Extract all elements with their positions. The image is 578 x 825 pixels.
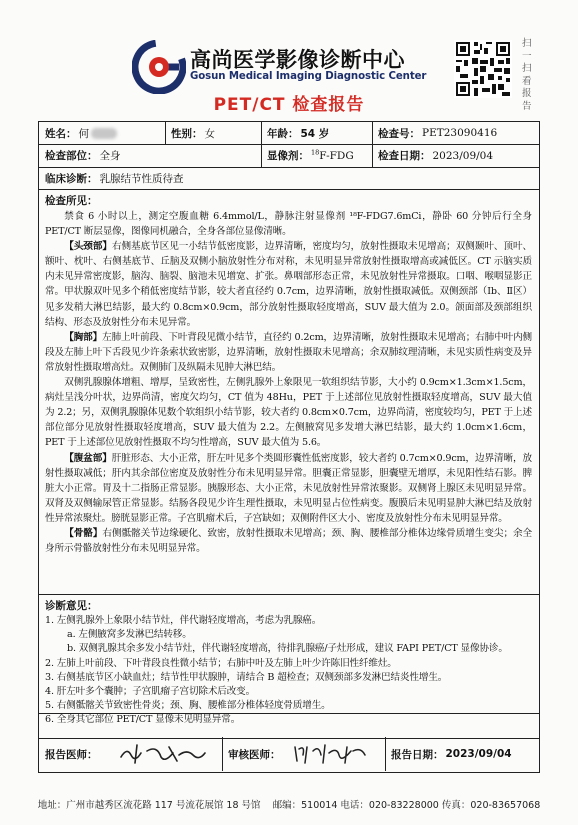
- agent-label: 显像剂：: [267, 150, 309, 162]
- clinical-label: 临床诊断：: [45, 172, 98, 185]
- diagnosis-item: 6. 全身其它部位 PET/CT 显像未见明显异常。: [45, 714, 241, 726]
- reviewer-signature: [291, 741, 371, 767]
- patient-name-cell: [45, 122, 117, 144]
- sex-label: 性别：: [171, 127, 203, 140]
- exam-info-row: [39, 144, 539, 168]
- report-date-value: 2023/09/04: [445, 748, 512, 760]
- footer-phone: 电话：020-83228000: [340, 800, 439, 811]
- report-date-cell: [391, 737, 512, 771]
- chest-tag: 【胸部】: [64, 331, 103, 343]
- agent-isotope-sup: 18: [311, 148, 320, 156]
- diagnosis-item: 3. 右侧基底节区小缺血灶；结节性甲状腺肿，请结合 B 超检查；双侧颈部多发淋巴结炎性增生。: [45, 671, 448, 683]
- diagnosis-item: 1. 左侧乳腺外上象限小结节灶，伴代谢轻度增高，考虑为乳腺癌。: [45, 615, 322, 626]
- exam-date-cell: [378, 144, 493, 167]
- diagnosis-list: [45, 614, 535, 728]
- diagnosis-item: a. 左侧腋窝多发淋巴结转移。: [67, 629, 192, 641]
- sex-value: 女: [204, 127, 215, 140]
- agent-cell: [267, 144, 354, 167]
- age-cell: [267, 122, 329, 144]
- diagnosis-item: 4. 肝左叶多个囊肿；子宫肌瘤子宫切除术后改变。: [45, 686, 256, 698]
- report-date-label: 报告日期：: [391, 748, 444, 761]
- bone-findings: 右侧骶髂关节边缘硬化、致密，放射性摄取未见增高；颈、胸、腰椎部分椎体边缘骨质增生变尖；余全身所示骨骼放射性分布未见明显异常。: [45, 527, 532, 555]
- diagnosis-title: 诊断意见：: [45, 600, 98, 612]
- abdomen-tag: 【腹盆部】: [64, 452, 112, 464]
- footer-fax: 传真：020-83657068: [441, 800, 541, 811]
- hospital-name-en: Gosun Medical Imaging Diagnostic Center: [190, 71, 427, 82]
- report-table: [38, 121, 540, 773]
- scan-to-view-hint: 扫一扫看报告: [522, 38, 532, 112]
- chest-findings-1: 左肺上叶前段、下叶背段见微小结节，直径约 0.2cm，边界清晰，放射性摄取未见增高；右肺中叶内侧段及左肺上叶下舌段见少许条索状致密影，边界清晰，放射性摄取未见增高；余双肺纹理清晰，未见实质性病变及异常放射性摄取增高灶。双侧肺门及纵隔未见肿大淋巴结。: [45, 331, 532, 373]
- abdomen-findings: 肝脏形态、大小正常，肝左叶见多个类圆形囊性低密度影，较大者约 0.7cm×0.9cm，边界清晰，放射性摄取减低；肝内其余部位密度及放射性分布未见明显异常。胆囊正常显影，胆囊壁无增厚，未见阳性结石影。脾脏大小正常。胃及十二指肠正常显影。胰腺形态、大小正常，未见放射性异常浓聚影。双侧肾上腺区未见明显异常。双肾及双侧输尿管正常显影。结肠各段见少许生理性摄取，未见明显占位性病变。腹膜后未见明显肿大淋巴结及放射性异常浓聚灶。膀胱显影正常。子宫肌瘤术后，子宫缺如；双侧附件区大小、密度及放射性分布未见明显异常。: [45, 452, 533, 524]
- qr-code-icon[interactable]: [454, 40, 512, 98]
- age-label: 年龄：: [267, 127, 299, 140]
- signature-row: [39, 737, 539, 771]
- name-label: 姓名：: [45, 127, 77, 140]
- exam-site-cell: [45, 144, 121, 167]
- diagnosis-section: [39, 594, 539, 739]
- redacted-name-mask: [91, 128, 117, 139]
- diagnosis-item: 2. 左肺上叶前段、下叶背段良性微小结节；右肺中叶及左肺上叶少许陈旧性纤维灶。: [45, 657, 397, 669]
- diagnosis-item: b. 双侧乳腺其余多发小结节灶，伴代谢轻度增高，待排乳腺癌/子灶形成，建议 FAPI PET/CT 显像协诊。: [67, 643, 508, 655]
- reporter-cell: [45, 737, 98, 771]
- head-neck-findings: 右侧基底节区见一小结节低密度影，边界清晰，密度均匀，放射性摄取未见增高；双侧颞叶、顶叶、额叶、枕叶、右侧基底节、丘脑及双侧小脑放射性分布对称，未见明显异常放射性摄取增高或减低区。CT 示脑实质内未见异常密度影，脑沟、脑裂、脑池未见增宽、扩张。鼻咽部形态正常，未见放射性异常摄取。口咽、喉咽显影正常。甲状腺双叶见多个稍低密度结节影，较大者直径约 0.7cm，边界清晰，放射性摄取减低。双侧颈部（Ⅰb、Ⅱ区）见多发稍大淋巴结影，最大约 0.8cm×0.9cm，部分放射性摄取轻度增高，SUV 最大值为 2.0。颌面部及颈部组织结构、形态及放射性分布未见异常。: [45, 241, 532, 328]
- reporter-signature: [117, 741, 207, 767]
- findings-intro: 禁食 6 小时以上，测定空腹血糖 6.4mmol/L，静脉注射显像剂 ¹⁸F-FDG7.6mCi，静卧 60 分钟后行全身 PET/CT 断层显像，图像同机融合，全身各部位显像清晰。: [45, 211, 532, 238]
- reviewer-label: 审核医师：: [228, 748, 281, 761]
- exam-site-label: 检查部位：: [45, 150, 98, 162]
- diagnosis-item: 5. 右侧骶髂关节致密性骨炎；颈、胸、腰椎部分椎体轻度骨质增生。: [45, 700, 331, 712]
- sex-cell: [171, 122, 215, 144]
- clinical-diagnosis-cell: [45, 167, 184, 189]
- age-value: 54 岁: [300, 127, 330, 140]
- hospital-name-cn: 高尚医学影像诊断中心: [190, 48, 405, 72]
- exam-no-label: 检查号：: [378, 127, 420, 140]
- reporter-label: 报告医师：: [45, 748, 98, 761]
- clinical-diagnosis-row: [39, 167, 539, 190]
- exam-date-value: 2023/09/04: [432, 149, 494, 162]
- gosun-logo-icon: [132, 40, 186, 94]
- name-value: 何: [78, 127, 89, 140]
- bone-tag: 【骨骼】: [64, 527, 103, 539]
- footer-address: 地址：广州市越秀区流花路 117 号流花展馆 18 号馆: [37, 800, 261, 811]
- footer-postcode: 邮编：510014: [272, 800, 338, 811]
- exam-no-value: PET23090416: [422, 127, 498, 139]
- head-neck-tag: 【头颈部】: [64, 241, 112, 253]
- exam-date-label: 检查日期：: [378, 150, 431, 162]
- chest-findings-2: 双侧乳腺腺体增粗、增厚，呈致密性，左侧乳腺外上象限见一软组织结节影，大小约 0.9cm×1.3cm×1.5cm，病灶呈浅分叶状，边界尚清，密度欠均匀，CT 值为 48Hu，PET 于上述部位见放射性摄取轻度增高，SUV 最大值为 2.2；另，双侧乳腺腺体见数个软组织小结节影，较大者约 0.8cm×0.7cm，边界尚清，密度较均匀，PET 于上述部位部分见放射性摄取轻度增高，SUV 最大值为 2.2。左侧腋窝见多发增大淋巴结影，最大约 1.0cm×1.6cm，PET 于上述部位见放射性摄取不均匀性增高，SUV 最大值为 5.6。: [45, 377, 532, 449]
- findings-title: 检查所见：: [45, 195, 98, 207]
- exam-site-value: 全身: [99, 150, 121, 162]
- report-title: PET/CT 检查报告: [213, 95, 365, 115]
- reviewer-cell: [228, 737, 281, 771]
- clinical-value: 乳腺结节性质待查: [99, 172, 184, 185]
- footer: [0, 797, 578, 811]
- agent-value: F-FDG: [319, 149, 354, 162]
- exam-no-cell: [378, 122, 497, 144]
- findings-text: [45, 209, 532, 556]
- patient-info-row: [39, 122, 539, 145]
